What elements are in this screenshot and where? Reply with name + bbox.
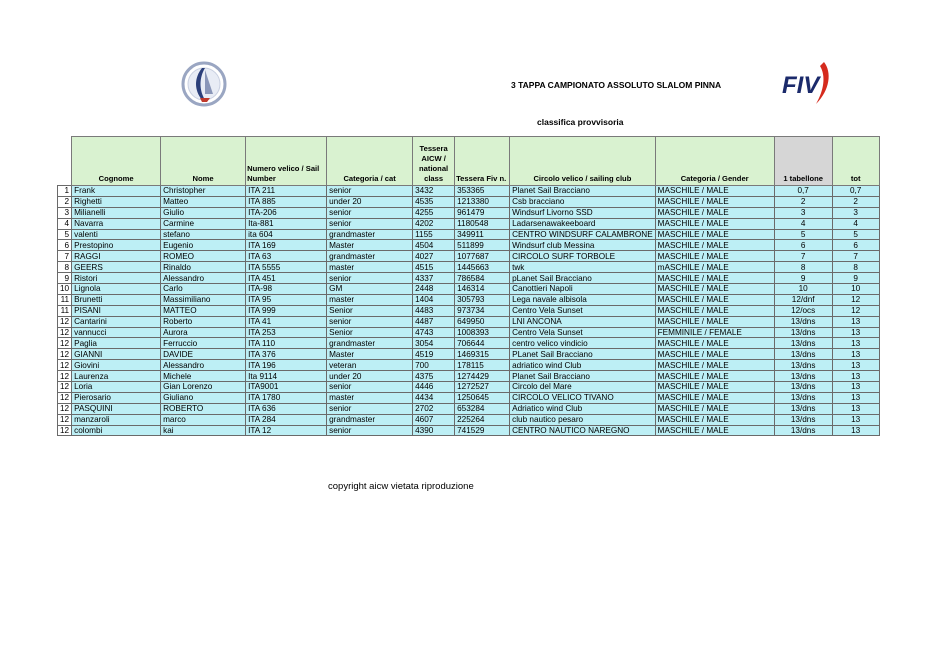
cell-nome: Aurora [161, 327, 246, 338]
table-row [58, 207, 880, 218]
cell-categoria: Senior [327, 327, 413, 338]
header-sail-number: Numero velico / Sail Number [246, 137, 327, 186]
cell-tabellone: 0,7 [774, 186, 832, 197]
cell-circolo: LNI ANCONA [510, 316, 656, 327]
cell-gender: MASCHILE / MALE [655, 196, 774, 207]
cell-categoria: Master [327, 349, 413, 360]
cell-nome: ROBERTO [161, 403, 246, 414]
cell-tessera-aicw: 4743 [413, 327, 455, 338]
cell-tabellone: 13/dns [774, 425, 832, 436]
cell-sail-number: ITA 41 [246, 316, 327, 327]
cell-position: 12 [58, 414, 72, 425]
cell-tabellone: 13/dns [774, 316, 832, 327]
cell-tabellone: 3 [774, 207, 832, 218]
cell-circolo: Centro Vela Sunset [510, 305, 656, 316]
cell-tessera-aicw: 4027 [413, 251, 455, 262]
cell-tessera-aicw: 4255 [413, 207, 455, 218]
cell-sail-number: ITA 253 [246, 327, 327, 338]
cell-circolo: Lega navale albisola [510, 294, 656, 305]
table-row [58, 392, 880, 403]
cell-categoria: senior [327, 316, 413, 327]
cell-position: 4 [58, 218, 72, 229]
cell-tessera-fiv: 1250645 [455, 392, 510, 403]
cell-nome: Gian Lorenzo [161, 382, 246, 393]
cell-tessera-fiv: 178115 [455, 360, 510, 371]
cell-categoria: grandmaster [327, 414, 413, 425]
cell-sail-number: ITA 95 [246, 294, 327, 305]
cell-sail-number: ITA-98 [246, 284, 327, 295]
cell-position: 11 [58, 305, 72, 316]
cell-nome: Rinaldo [161, 262, 246, 273]
cell-tessera-fiv: 653284 [455, 403, 510, 414]
cell-cognome: GEERS [72, 262, 161, 273]
cell-categoria: senior [327, 186, 413, 197]
cell-sail-number: ITA 196 [246, 360, 327, 371]
cell-sail-number: ITA-206 [246, 207, 327, 218]
cell-tabellone: 13/dns [774, 327, 832, 338]
cell-circolo: PLanet Sail Bracciano [510, 349, 656, 360]
cell-sail-number: ITA 451 [246, 273, 327, 284]
table-header-row [58, 137, 880, 186]
cell-sail-number: ITA 110 [246, 338, 327, 349]
cell-circolo: adriatico wind Club [510, 360, 656, 371]
cell-tot: 5 [832, 229, 879, 240]
table-row [58, 229, 880, 240]
cell-circolo: Windsurf Livorno SSD [510, 207, 656, 218]
header-cognome: Cognome [72, 137, 161, 186]
cell-tessera-aicw: 2448 [413, 284, 455, 295]
cell-cognome: Pierosario [72, 392, 161, 403]
cell-tessera-aicw: 4515 [413, 262, 455, 273]
cell-tot: 8 [832, 262, 879, 273]
cell-cognome: Navarra [72, 218, 161, 229]
header-circolo: Circolo velico / sailing club [510, 137, 656, 186]
cell-position: 8 [58, 262, 72, 273]
cell-tabellone: 13/dns [774, 338, 832, 349]
cell-circolo: centro velico vindicio [510, 338, 656, 349]
cell-cognome: Prestopino [72, 240, 161, 251]
cell-tessera-aicw: 4390 [413, 425, 455, 436]
cell-position: 12 [58, 338, 72, 349]
cell-nome: MATTEO [161, 305, 246, 316]
header-tessera-fiv: Tessera Fiv n. [455, 137, 510, 186]
cell-position: 10 [58, 284, 72, 295]
cell-gender: MASCHILE / MALE [655, 371, 774, 382]
table-row [58, 218, 880, 229]
table-row [58, 360, 880, 371]
cell-tessera-fiv: 1213380 [455, 196, 510, 207]
cell-gender: mASCHILE / MALE [655, 262, 774, 273]
cell-cognome: Frank [72, 186, 161, 197]
cell-tessera-fiv: 1008393 [455, 327, 510, 338]
cell-circolo: Windsurf club Messina [510, 240, 656, 251]
table-row [58, 273, 880, 284]
cell-gender: MASCHILE / MALE [655, 240, 774, 251]
cell-tessera-aicw: 4535 [413, 196, 455, 207]
cell-tabellone: 2 [774, 196, 832, 207]
cell-categoria: senior [327, 218, 413, 229]
cell-gender: MASCHILE / MALE [655, 229, 774, 240]
header-nome: Nome [161, 137, 246, 186]
cell-tabellone: 12/ocs [774, 305, 832, 316]
cell-tabellone: 13/dns [774, 382, 832, 393]
cell-tot: 13 [832, 382, 879, 393]
cell-cognome: Laurenza [72, 371, 161, 382]
header-position [58, 137, 72, 186]
cell-tessera-aicw: 4375 [413, 371, 455, 382]
cell-sail-number: ita 604 [246, 229, 327, 240]
cell-cognome: manzaroli [72, 414, 161, 425]
cell-tessera-fiv: 353365 [455, 186, 510, 197]
cell-nome: Roberto [161, 316, 246, 327]
cell-tot: 13 [832, 327, 879, 338]
cell-circolo: club nautico pesaro [510, 414, 656, 425]
cell-gender: FEMMINILE / FEMALE [655, 327, 774, 338]
cell-circolo: CIRCOLO VELICO TIVANO [510, 392, 656, 403]
cell-cognome: vannucci [72, 327, 161, 338]
cell-circolo: Planet Sail Bracciano [510, 186, 656, 197]
cell-tot: 4 [832, 218, 879, 229]
cell-circolo: Ladarsenawakeeboard [510, 218, 656, 229]
cell-tessera-fiv: 1180548 [455, 218, 510, 229]
cell-tot: 13 [832, 316, 879, 327]
cell-tabellone: 10 [774, 284, 832, 295]
cell-tessera-fiv: 786584 [455, 273, 510, 284]
cell-tot: 2 [832, 196, 879, 207]
results-table [57, 136, 880, 436]
cell-gender: MASCHILE / MALE [655, 392, 774, 403]
cell-nome: marco [161, 414, 246, 425]
table-row [58, 240, 880, 251]
header-tot: tot [832, 137, 879, 186]
cell-tot: 10 [832, 284, 879, 295]
table-row [58, 284, 880, 295]
cell-sail-number: Ita-881 [246, 218, 327, 229]
cell-position: 11 [58, 294, 72, 305]
table-row [58, 425, 880, 436]
cell-cognome: Milianelli [72, 207, 161, 218]
cell-gender: MASCHILE / MALE [655, 360, 774, 371]
cell-sail-number: ITA 999 [246, 305, 327, 316]
cell-tessera-fiv: 1272527 [455, 382, 510, 393]
cell-tot: 13 [832, 371, 879, 382]
cell-categoria: senior [327, 207, 413, 218]
cell-tot: 13 [832, 360, 879, 371]
cell-tot: 12 [832, 305, 879, 316]
table-row [58, 305, 880, 316]
cell-tabellone: 13/dns [774, 392, 832, 403]
cell-tessera-aicw: 4434 [413, 392, 455, 403]
cell-nome: Christopher [161, 186, 246, 197]
table-row [58, 196, 880, 207]
cell-circolo: twk [510, 262, 656, 273]
header-tabellone: 1 tabellone [774, 137, 832, 186]
cell-categoria: senior [327, 403, 413, 414]
cell-position: 12 [58, 382, 72, 393]
cell-tabellone: 6 [774, 240, 832, 251]
cell-sail-number: ITA 636 [246, 403, 327, 414]
table-row [58, 262, 880, 273]
cell-sail-number: ITA9001 [246, 382, 327, 393]
results-body [58, 186, 880, 436]
cell-tessera-fiv: 706644 [455, 338, 510, 349]
cell-nome: Giulio [161, 207, 246, 218]
cell-tessera-fiv: 146314 [455, 284, 510, 295]
cell-circolo: Planet Sail Bracciano [510, 371, 656, 382]
cell-tessera-fiv: 305793 [455, 294, 510, 305]
cell-tessera-fiv: 649950 [455, 316, 510, 327]
cell-tot: 6 [832, 240, 879, 251]
header-gender: Categoria / Gender [655, 137, 774, 186]
cell-tessera-aicw: 4202 [413, 218, 455, 229]
cell-tessera-aicw: 700 [413, 360, 455, 371]
cell-nome: Alessandro [161, 360, 246, 371]
cell-cognome: Ristori [72, 273, 161, 284]
cell-gender: MASCHILE / MALE [655, 294, 774, 305]
cell-tabellone: 7 [774, 251, 832, 262]
cell-categoria: master [327, 294, 413, 305]
cell-tessera-fiv: 961479 [455, 207, 510, 218]
header-categoria: Categoria / cat [327, 137, 413, 186]
table-row [58, 186, 880, 197]
cell-nome: Carmine [161, 218, 246, 229]
cell-tessera-aicw: 1404 [413, 294, 455, 305]
cell-circolo: Canottieri Napoli [510, 284, 656, 295]
cell-position: 9 [58, 273, 72, 284]
cell-gender: MASCHILE / MALE [655, 273, 774, 284]
cell-position: 12 [58, 360, 72, 371]
cell-position: 3 [58, 207, 72, 218]
cell-cognome: Lignola [72, 284, 161, 295]
cell-gender: MASCHILE / MALE [655, 425, 774, 436]
cell-tessera-aicw: 4446 [413, 382, 455, 393]
cell-tessera-aicw: 4504 [413, 240, 455, 251]
cell-nome: kai [161, 425, 246, 436]
cell-tessera-aicw: 3432 [413, 186, 455, 197]
page-subtitle: classifica provvisoria [537, 117, 624, 127]
cell-nome: Michele [161, 371, 246, 382]
cell-circolo: Csb bracciano [510, 196, 656, 207]
cell-cognome: PASQUINI [72, 403, 161, 414]
cell-tessera-fiv: 1445663 [455, 262, 510, 273]
cell-sail-number: Ita 9114 [246, 371, 327, 382]
cell-sail-number: ITA 211 [246, 186, 327, 197]
cell-position: 12 [58, 349, 72, 360]
cell-tessera-fiv: 349911 [455, 229, 510, 240]
cell-tessera-aicw: 4483 [413, 305, 455, 316]
cell-tot: 13 [832, 425, 879, 436]
cell-gender: MASCHILE / MALE [655, 207, 774, 218]
cell-nome: Ferruccio [161, 338, 246, 349]
cell-tot: 9 [832, 273, 879, 284]
table-row [58, 403, 880, 414]
cell-sail-number: ITA 376 [246, 349, 327, 360]
page-title: 3 TAPPA CAMPIONATO ASSOLUTO SLALOM PINNA [511, 80, 722, 90]
cell-nome: ROMEO [161, 251, 246, 262]
cell-tabellone: 4 [774, 218, 832, 229]
cell-categoria: master [327, 262, 413, 273]
cell-circolo: CENTRO NAUTICO NAREGNO [510, 425, 656, 436]
table-row [58, 371, 880, 382]
cell-position: 12 [58, 327, 72, 338]
cell-categoria: grandmaster [327, 251, 413, 262]
header-tessera-aicw: Tessera AICW / national class [413, 137, 455, 186]
cell-cognome: Brunetti [72, 294, 161, 305]
cell-cognome: Paglia [72, 338, 161, 349]
cell-sail-number: ITA 63 [246, 251, 327, 262]
cell-categoria: master [327, 392, 413, 403]
cell-position: 7 [58, 251, 72, 262]
cell-tessera-fiv: 225264 [455, 414, 510, 425]
cell-tot: 13 [832, 338, 879, 349]
cell-tabellone: 5 [774, 229, 832, 240]
cell-tessera-fiv: 741529 [455, 425, 510, 436]
cell-categoria: GM [327, 284, 413, 295]
cell-tot: 0,7 [832, 186, 879, 197]
table-row [58, 414, 880, 425]
cell-categoria: senior [327, 382, 413, 393]
cell-nome: Carlo [161, 284, 246, 295]
cell-nome: Massimiliano [161, 294, 246, 305]
cell-tessera-aicw: 4487 [413, 316, 455, 327]
cell-circolo: Adriatico wind Club [510, 403, 656, 414]
cell-tessera-aicw: 4519 [413, 349, 455, 360]
cell-cognome: colombi [72, 425, 161, 436]
cell-categoria: senior [327, 273, 413, 284]
cell-nome: DAVIDE [161, 349, 246, 360]
cell-tabellone: 13/dns [774, 349, 832, 360]
cell-circolo: CIRCOLO SURF TORBOLE [510, 251, 656, 262]
copyright-notice: copyright aicw vietata riproduzione [328, 481, 474, 492]
cell-position: 12 [58, 392, 72, 403]
cell-cognome: Loria [72, 382, 161, 393]
cell-tabellone: 13/dns [774, 360, 832, 371]
cell-tessera-fiv: 1274429 [455, 371, 510, 382]
cell-circolo: Centro Vela Sunset [510, 327, 656, 338]
cell-nome: Matteo [161, 196, 246, 207]
table-row [58, 251, 880, 262]
cell-categoria: under 20 [327, 371, 413, 382]
cell-tot: 7 [832, 251, 879, 262]
cell-gender: MASCHILE / MALE [655, 338, 774, 349]
cell-cognome: PISANI [72, 305, 161, 316]
cell-tot: 13 [832, 403, 879, 414]
cell-gender: MASCHILE / MALE [655, 218, 774, 229]
cell-categoria: grandmaster [327, 338, 413, 349]
cell-tabellone: 9 [774, 273, 832, 284]
cell-sail-number: ITA 12 [246, 425, 327, 436]
cell-tabellone: 13/dns [774, 403, 832, 414]
cell-tot: 12 [832, 294, 879, 305]
table-row [58, 294, 880, 305]
cell-tessera-fiv: 511899 [455, 240, 510, 251]
cell-categoria: grandmaster [327, 229, 413, 240]
cell-tessera-fiv: 973734 [455, 305, 510, 316]
cell-gender: MASCHILE / MALE [655, 316, 774, 327]
cell-tot: 3 [832, 207, 879, 218]
cell-sail-number: ITA 169 [246, 240, 327, 251]
cell-position: 12 [58, 403, 72, 414]
aicw-emblem-icon [180, 60, 228, 108]
cell-nome: Eugenio [161, 240, 246, 251]
cell-gender: MASCHILE / MALE [655, 251, 774, 262]
cell-nome: Giuliano [161, 392, 246, 403]
cell-tessera-fiv: 1469315 [455, 349, 510, 360]
cell-tessera-aicw: 4607 [413, 414, 455, 425]
cell-gender: MASCHILE / MALE [655, 349, 774, 360]
cell-circolo: pLanet Sail Bracciano [510, 273, 656, 284]
cell-gender: MASCHILE / MALE [655, 186, 774, 197]
cell-position: 1 [58, 186, 72, 197]
cell-categoria: senior [327, 425, 413, 436]
cell-tessera-aicw: 1155 [413, 229, 455, 240]
cell-cognome: RAGGI [72, 251, 161, 262]
table-row [58, 316, 880, 327]
cell-gender: MASCHILE / MALE [655, 284, 774, 295]
cell-position: 6 [58, 240, 72, 251]
cell-tot: 13 [832, 349, 879, 360]
cell-tessera-fiv: 1077687 [455, 251, 510, 262]
cell-position: 12 [58, 316, 72, 327]
cell-circolo: Circolo del Mare [510, 382, 656, 393]
cell-categoria: veteran [327, 360, 413, 371]
fiv-logo-icon [780, 58, 836, 108]
cell-gender: MASCHILE / MALE [655, 382, 774, 393]
cell-circolo: CENTRO WINDSURF CALAMBRONE [510, 229, 656, 240]
cell-categoria: under 20 [327, 196, 413, 207]
cell-cognome: Cantarini [72, 316, 161, 327]
cell-gender: MASCHILE / MALE [655, 414, 774, 425]
cell-gender: MASCHILE / MALE [655, 305, 774, 316]
aicw-logo [180, 60, 228, 108]
cell-cognome: GIANNI [72, 349, 161, 360]
cell-position: 5 [58, 229, 72, 240]
cell-tot: 13 [832, 414, 879, 425]
cell-cognome: Giovini [72, 360, 161, 371]
fiv-logo [780, 58, 836, 108]
cell-tessera-aicw: 4337 [413, 273, 455, 284]
table-row [58, 327, 880, 338]
cell-tabellone: 12/dnf [774, 294, 832, 305]
cell-categoria: Senior [327, 305, 413, 316]
cell-nome: stefano [161, 229, 246, 240]
cell-nome: Alessandro [161, 273, 246, 284]
cell-cognome: Righetti [72, 196, 161, 207]
cell-sail-number: ITA 885 [246, 196, 327, 207]
cell-tabellone: 13/dns [774, 414, 832, 425]
table-row [58, 349, 880, 360]
svg-text:FIV: FIV [782, 72, 820, 99]
cell-tessera-aicw: 2702 [413, 403, 455, 414]
table-row [58, 382, 880, 393]
cell-tabellone: 13/dns [774, 371, 832, 382]
cell-position: 12 [58, 425, 72, 436]
cell-cognome: valenti [72, 229, 161, 240]
cell-position: 12 [58, 371, 72, 382]
cell-categoria: Master [327, 240, 413, 251]
cell-sail-number: ITA 5555 [246, 262, 327, 273]
cell-tabellone: 8 [774, 262, 832, 273]
cell-sail-number: ITA 1780 [246, 392, 327, 403]
table-row [58, 338, 880, 349]
cell-gender: MASCHILE / MALE [655, 403, 774, 414]
cell-tot: 13 [832, 392, 879, 403]
cell-tessera-aicw: 3054 [413, 338, 455, 349]
cell-sail-number: ITA 284 [246, 414, 327, 425]
cell-position: 2 [58, 196, 72, 207]
